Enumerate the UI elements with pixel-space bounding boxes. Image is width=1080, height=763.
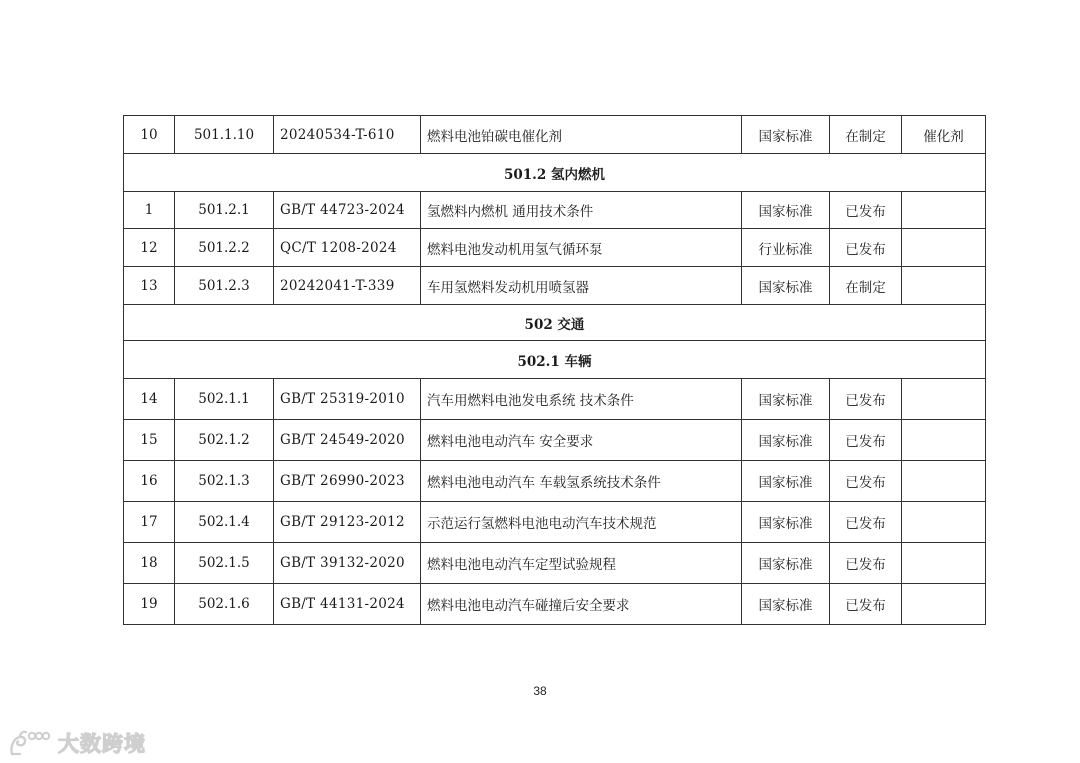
standard-status: 已发布 xyxy=(830,379,902,420)
section-title: 502 交通 xyxy=(124,305,986,341)
table-row xyxy=(124,116,986,154)
standards-table xyxy=(123,115,986,625)
standard-category: 国家标准 xyxy=(742,116,830,154)
standard-name: 氢燃料内燃机 通用技术条件 xyxy=(421,192,742,229)
standard-category: 国家标准 xyxy=(742,267,830,305)
standard-remark xyxy=(902,502,986,543)
section-row xyxy=(124,154,986,192)
standard-category: 国家标准 xyxy=(742,461,830,502)
standard-code: GB/T 44723-2024 xyxy=(274,192,421,229)
standard-remark: 催化剂 xyxy=(902,116,986,154)
row-number: 18 xyxy=(124,543,175,584)
standard-category: 国家标准 xyxy=(742,420,830,461)
standard-code: QC/T 1208-2024 xyxy=(274,229,421,267)
standard-code: GB/T 39132-2020 xyxy=(274,543,421,584)
standard-name: 燃料电池铂碳电催化剂 xyxy=(421,116,742,154)
standard-index: 502.1.1 xyxy=(175,379,274,420)
standard-remark xyxy=(902,192,986,229)
standard-remark xyxy=(902,229,986,267)
row-number: 10 xyxy=(124,116,175,154)
table-row xyxy=(124,543,986,584)
table-row xyxy=(124,229,986,267)
standard-remark xyxy=(902,379,986,420)
standard-index: 501.2.2 xyxy=(175,229,274,267)
standard-name: 燃料电池电动汽车 车载氢系统技术条件 xyxy=(421,461,742,502)
standard-status: 已发布 xyxy=(830,420,902,461)
standard-code: GB/T 25319-2010 xyxy=(274,379,421,420)
watermark-text: 大数跨境 xyxy=(58,732,146,756)
row-number: 13 xyxy=(124,267,175,305)
row-number: 17 xyxy=(124,502,175,543)
standard-category: 国家标准 xyxy=(742,584,830,625)
standard-index: 502.1.2 xyxy=(175,420,274,461)
row-number: 15 xyxy=(124,420,175,461)
page-number: 38 xyxy=(533,684,547,698)
standard-name: 燃料电池电动汽车碰撞后安全要求 xyxy=(421,584,742,625)
standard-name: 示范运行氢燃料电池电动汽车技术规范 xyxy=(421,502,742,543)
standard-status: 已发布 xyxy=(830,229,902,267)
table-row xyxy=(124,420,986,461)
watermark xyxy=(8,726,146,760)
section-title: 501.2 氢内燃机 xyxy=(124,154,986,192)
standard-index: 502.1.4 xyxy=(175,502,274,543)
table-row xyxy=(124,584,986,625)
standard-status: 已发布 xyxy=(830,461,902,502)
standard-status: 已发布 xyxy=(830,192,902,229)
standard-index: 502.1.3 xyxy=(175,461,274,502)
standard-code: GB/T 26990-2023 xyxy=(274,461,421,502)
standard-code: GB/T 24549-2020 xyxy=(274,420,421,461)
standard-index: 501.2.1 xyxy=(175,192,274,229)
standard-name: 汽车用燃料电池发电系统 技术条件 xyxy=(421,379,742,420)
standard-name: 车用氢燃料发动机用喷氢器 xyxy=(421,267,742,305)
section-row xyxy=(124,305,986,341)
section-title: 502.1 车辆 xyxy=(124,341,986,379)
standard-name: 燃料电池发动机用氢气循环泵 xyxy=(421,229,742,267)
standard-remark xyxy=(902,267,986,305)
standard-category: 国家标准 xyxy=(742,502,830,543)
standard-category: 国家标准 xyxy=(742,379,830,420)
standard-name: 燃料电池电动汽车 安全要求 xyxy=(421,420,742,461)
standard-category: 国家标准 xyxy=(742,192,830,229)
row-number: 16 xyxy=(124,461,175,502)
standard-index: 502.1.6 xyxy=(175,584,274,625)
row-number: 1 xyxy=(124,192,175,229)
section-row xyxy=(124,341,986,379)
table-row xyxy=(124,379,986,420)
standard-index: 501.2.3 xyxy=(175,267,274,305)
row-number: 12 xyxy=(124,229,175,267)
row-number: 19 xyxy=(124,584,175,625)
standard-remark xyxy=(902,543,986,584)
standard-status: 已发布 xyxy=(830,502,902,543)
standard-code: 20240534-T-610 xyxy=(274,116,421,154)
table-row xyxy=(124,267,986,305)
table-row xyxy=(124,461,986,502)
standard-code: GB/T 44131-2024 xyxy=(274,584,421,625)
standard-code: 20242041-T-339 xyxy=(274,267,421,305)
standard-remark xyxy=(902,420,986,461)
standard-status: 在制定 xyxy=(830,116,902,154)
standard-category: 行业标准 xyxy=(742,229,830,267)
standard-index: 502.1.5 xyxy=(175,543,274,584)
standard-remark xyxy=(902,584,986,625)
standard-remark xyxy=(902,461,986,502)
standard-status: 已发布 xyxy=(830,543,902,584)
standard-code: GB/T 29123-2012 xyxy=(274,502,421,543)
standard-name: 燃料电池电动汽车定型试验规程 xyxy=(421,543,742,584)
standard-index: 501.1.10 xyxy=(175,116,274,154)
table-row xyxy=(124,502,986,543)
row-number: 14 xyxy=(124,379,175,420)
standard-status: 已发布 xyxy=(830,584,902,625)
table-row xyxy=(124,192,986,229)
standard-status: 在制定 xyxy=(830,267,902,305)
standard-category: 国家标准 xyxy=(742,543,830,584)
kangaroo-logo-icon xyxy=(8,728,54,758)
